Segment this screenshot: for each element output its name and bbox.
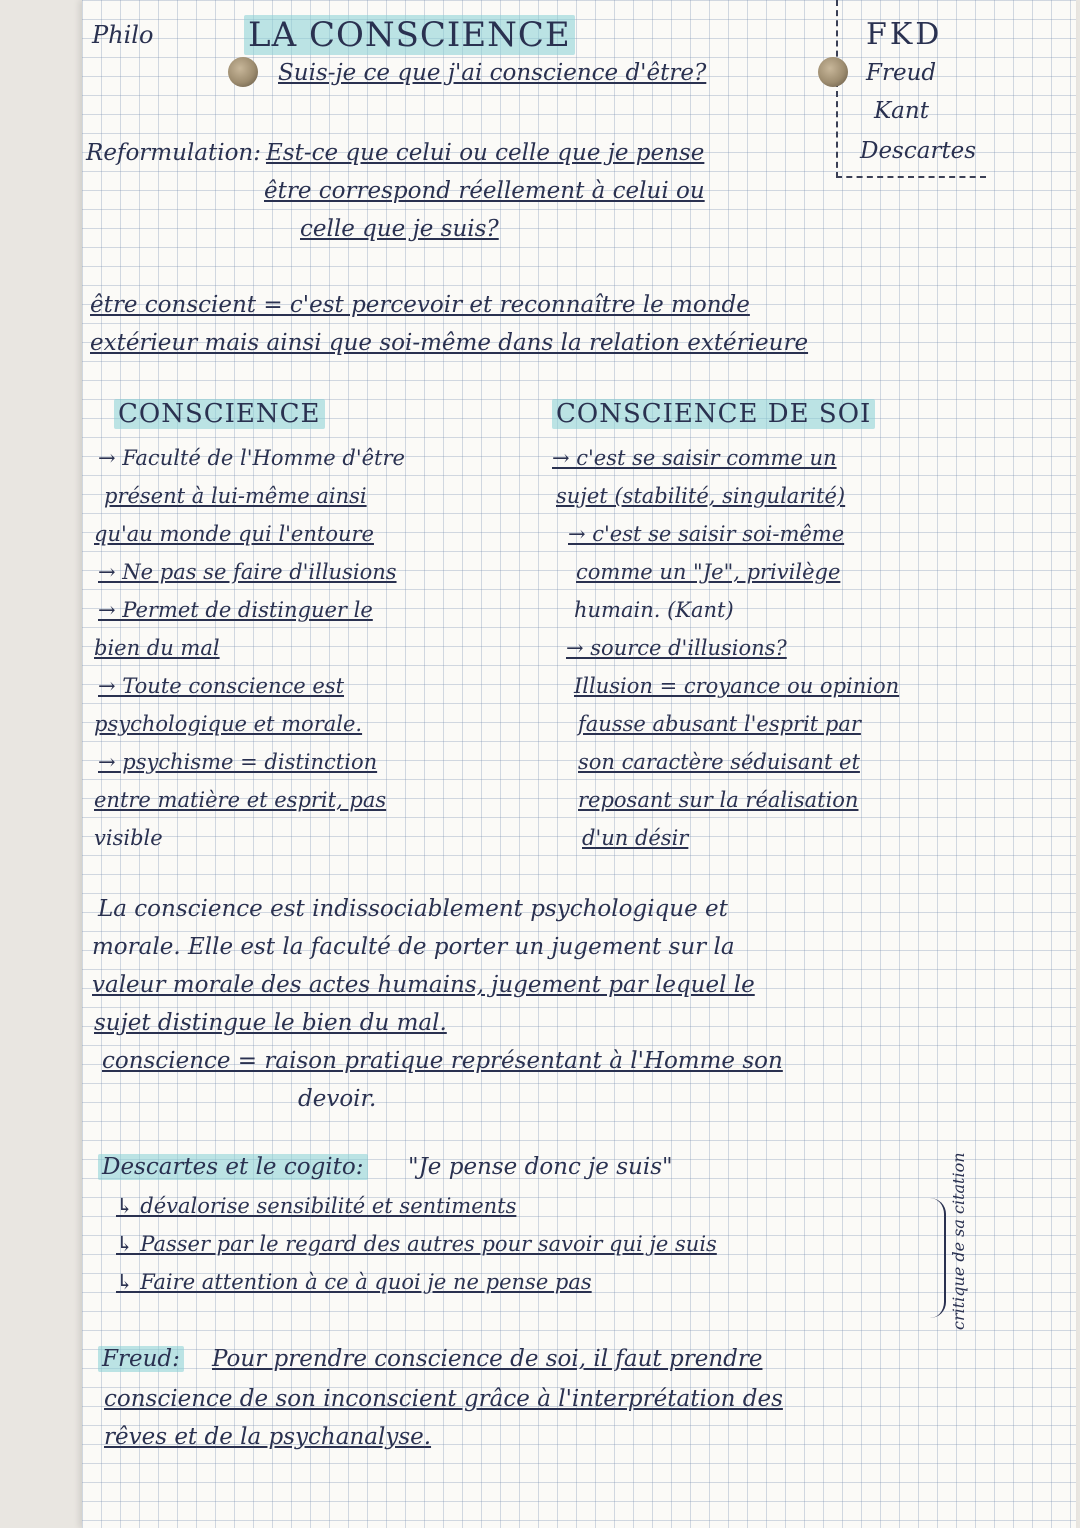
conscience-line: → psychisme = distinction <box>98 750 378 774</box>
page-title: LA CONSCIENCE <box>244 16 575 55</box>
conscience-line: psychologique et morale. <box>94 712 363 736</box>
descartes-label: Descartes et le cogito: <box>98 1154 368 1180</box>
freud-line: Pour prendre conscience de soi, il faut prendre <box>212 1346 763 1372</box>
freud-line: rêves et de la psychanalyse. <box>104 1424 432 1450</box>
cogito-quote: "Je pense donc je suis" <box>408 1154 673 1180</box>
paragraph-line: La conscience est indissociablement psychologique et <box>98 896 728 922</box>
subject-label: Philo <box>92 21 154 49</box>
definition-line: extérieur mais ainsi que soi-même dans la relation extérieure <box>90 330 809 356</box>
conscience-de-soi-line: son caractère séduisant et <box>578 750 860 774</box>
conscience-line: → Ne pas se faire d'illusions <box>98 560 397 584</box>
paragraph-line: conscience = raison pratique représentant à l'Homme son <box>102 1048 783 1074</box>
paragraph-line: morale. Elle est la faculté de porter un jugement sur la <box>92 934 735 960</box>
reformulation-line: celle que je suis? <box>300 216 499 242</box>
conscience-de-soi-line: fausse abusant l'esprit par <box>578 712 861 736</box>
author-kant: Kant <box>874 98 929 124</box>
conscience-de-soi-line: humain. (Kant) <box>574 598 734 622</box>
paragraph-line: devoir. <box>298 1086 377 1112</box>
reformulation-line: Est-ce que celui ou celle que je pense <box>266 140 705 166</box>
conscience-de-soi-line: comme un "Je", privilège <box>576 560 841 584</box>
conscience-line: → Toute conscience est <box>98 674 345 698</box>
freud-line: conscience de son inconscient grâce à l'interprétation des <box>104 1386 783 1412</box>
descartes-item: ↳ dévalorise sensibilité et sentiments <box>116 1194 517 1218</box>
conscience-line: bien du mal <box>94 636 220 660</box>
binder-hole-left <box>228 57 258 87</box>
conscience-line: présent à lui-même ainsi <box>104 484 367 508</box>
side-note: critique de sa citation <box>949 1152 968 1330</box>
definition-line: être conscient = c'est percevoir et reconnaître le monde <box>90 292 750 318</box>
bracket-mark <box>930 1198 946 1318</box>
conscience-de-soi-line: → source d'illusions? <box>566 636 787 660</box>
conscience-de-soi-line: d'un désir <box>582 826 689 850</box>
margin-divider <box>836 0 838 178</box>
conscience-de-soi-line: Illusion = croyance ou opinion <box>574 674 900 698</box>
paragraph-line: valeur morale des actes humains, jugement par lequel le <box>92 972 755 998</box>
descartes-item: ↳ Faire attention à ce à quoi je ne pense pas <box>116 1270 592 1294</box>
descartes-item: ↳ Passer par le regard des autres pour savoir qui je suis <box>116 1232 717 1256</box>
conscience-line: qu'au monde qui l'entoure <box>94 522 374 546</box>
conscience-line: → Faculté de l'Homme d'être <box>98 446 405 470</box>
paragraph-line: sujet distingue le bien du mal. <box>94 1010 447 1036</box>
binder-hole-right <box>818 57 848 87</box>
conscience-line: visible <box>94 826 163 850</box>
conscience-de-soi-line: → c'est se saisir comme un <box>552 446 837 470</box>
freud-label: Freud: <box>98 1346 184 1372</box>
conscience-line: entre matière et esprit, pas <box>94 788 387 812</box>
reformulation-label: Reformulation: <box>86 140 261 166</box>
main-question: Suis-je ce que j'ai conscience d'être? <box>278 60 707 86</box>
margin-divider-bottom <box>836 176 986 178</box>
conscience-de-soi-line: reposant sur la réalisation <box>578 788 859 812</box>
author-initials: FKD <box>866 17 943 52</box>
author-freud: Freud <box>866 60 937 86</box>
conscience-de-soi-line: → c'est se saisir soi-même <box>568 522 845 546</box>
reformulation-line: être correspond réellement à celui ou <box>264 178 705 204</box>
conscience-de-soi-heading: CONSCIENCE DE SOI <box>552 400 875 430</box>
conscience-line: → Permet de distinguer le <box>98 598 373 622</box>
conscience-de-soi-line: sujet (stabilité, singularité) <box>556 484 846 508</box>
author-descartes: Descartes <box>860 138 977 164</box>
conscience-heading: CONSCIENCE <box>114 400 325 430</box>
